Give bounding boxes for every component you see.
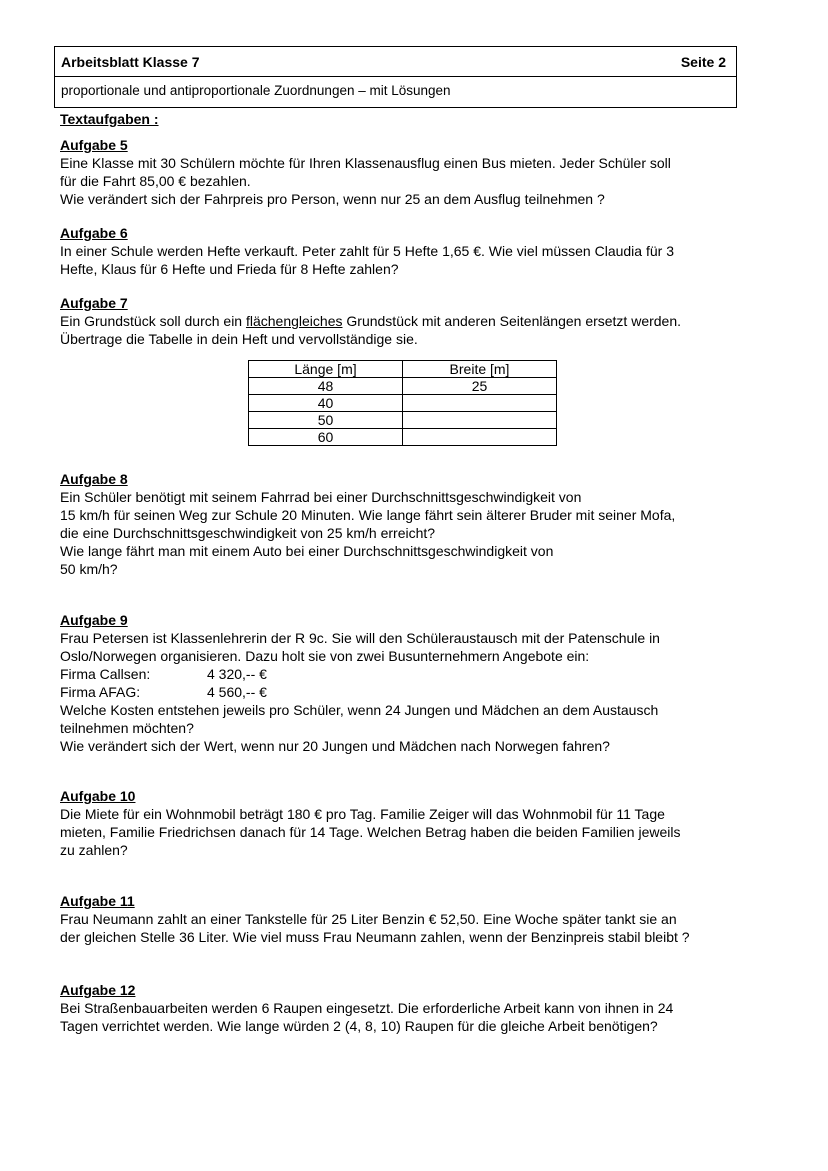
task-text: 15 km/h für seinen Weg zur Schule 20 Minuten. Wie lange fährt sein älterer Bruder mit seiner Mofa, [60, 507, 676, 523]
task-text-part: Grundstück mit anderen Seitenlängen ersetzt werden. [342, 313, 682, 329]
table-row [249, 412, 557, 429]
task-text: teilnehmen möchten? [60, 720, 194, 736]
task-text: In einer Schule werden Hefte verkauft. Peter zahlt für 5 Hefte 1,65 €. Wie viel müssen Claudia für 3 [60, 243, 674, 259]
section-title: Textaufgaben : [60, 111, 159, 127]
task-title: Aufgabe 5 [60, 137, 128, 153]
table-cell: 48 [249, 378, 403, 395]
header-row [55, 47, 736, 77]
length-width-table [248, 360, 557, 446]
worksheet-title: Arbeitsblatt Klasse 7 [61, 54, 200, 70]
task-text: die eine Durchschnittsgeschwindigkeit von 25 km/h erreicht? [60, 525, 436, 541]
task-8 [60, 471, 760, 578]
company-price: 4 560,-- € [207, 684, 267, 700]
page-label: Seite [680, 54, 715, 70]
worksheet-subtitle: proportionale und antiproportionale Zuordnungen – mit Lösungen [61, 83, 451, 98]
task-title: Aufgabe 6 [60, 225, 128, 241]
task-text: Die Miete für ein Wohnmobil beträgt 180 € pro Tag. Familie Zeiger will das Wohnmobil für 11 Tage [60, 806, 665, 822]
table-header-length: Länge [m] [249, 361, 403, 378]
task-title: Aufgabe 9 [60, 612, 128, 628]
company-name: Firma AFAG: [60, 684, 141, 700]
table-cell: 50 [249, 412, 403, 429]
offer-row [60, 665, 760, 683]
task-title: Aufgabe 10 [60, 788, 136, 804]
table-cell [403, 395, 557, 412]
task-text: Eine Klasse mit 30 Schülern möchte für Ihren Klassenausflug einen Bus mieten. Jeder Schüler soll [60, 155, 671, 171]
task-text: Hefte, Klaus für 6 Hefte und Frieda für 8 Hefte zahlen? [60, 261, 399, 277]
offer-row [60, 683, 760, 701]
task-title: Aufgabe 12 [60, 982, 136, 998]
table-header-row [249, 361, 557, 378]
task-text: Oslo/Norwegen organisieren. Dazu holt sie von zwei Busunternehmern Angebote ein: [60, 648, 590, 664]
table-cell [403, 429, 557, 446]
task-9 [60, 612, 760, 755]
task-text: mieten, Familie Friedrichsen danach für 14 Tage. Welchen Betrag haben die beiden Familien jeweils [60, 824, 681, 840]
task-text: der gleichen Stelle 36 Liter. Wie viel muss Frau Neumann zahlen, wenn der Benzinpreis stabil bleibt ? [60, 929, 690, 945]
underlined-term: flächengleiches [245, 313, 343, 329]
task-text: 50 km/h? [60, 561, 118, 577]
task-title: Aufgabe 7 [60, 295, 128, 311]
task-12 [60, 982, 760, 1035]
task-text: zu zahlen? [60, 842, 128, 858]
task-text: Wie verändert sich der Fahrpreis pro Person, wenn nur 25 an dem Ausflug teilnehmen ? [60, 191, 605, 207]
table-header-width: Breite [m] [403, 361, 557, 378]
company-price: 4 320,-- € [207, 666, 267, 682]
task-text: Übertrage die Tabelle in dein Heft und vervollständige sie. [60, 331, 418, 347]
table-cell: 25 [403, 378, 557, 395]
task-text: Tagen verrichtet werden. Wie lange würden 2 (4, 8, 10) Raupen für die gleiche Arbeit benötigen? [60, 1018, 658, 1034]
task-text: Welche Kosten entstehen jeweils pro Schüler, wenn 24 Jungen und Mädchen an dem Austausch [60, 702, 659, 718]
task-text-part: Ein Grundstück soll durch ein [60, 313, 246, 329]
header-box [54, 46, 737, 108]
page-indicator [681, 54, 726, 70]
task-text: Wie verändert sich der Wert, wenn nur 20 Jungen und Mädchen nach Norwegen fahren? [60, 738, 610, 754]
task-text: Frau Petersen ist Klassenlehrerin der R 9c. Sie will den Schüleraustausch mit der Patenschule in [60, 630, 660, 646]
task-text [60, 312, 760, 330]
table-row [249, 429, 557, 446]
task-5 [60, 137, 760, 208]
table-cell [403, 412, 557, 429]
task-11 [60, 893, 760, 946]
task-title: Aufgabe 8 [60, 471, 128, 487]
task-text: Ein Schüler benötigt mit seinem Fahrrad bei einer Durchschnittsgeschwindigkeit von [60, 489, 582, 505]
task-text: Bei Straßenbauarbeiten werden 6 Raupen eingesetzt. Die erforderliche Arbeit kann von ihnen in 24 [60, 1000, 674, 1016]
task-text: für die Fahrt 85,00 € bezahlen. [60, 173, 251, 189]
task-title: Aufgabe 11 [60, 893, 135, 909]
task-10 [60, 788, 760, 859]
task-text: Frau Neumann zahlt an einer Tankstelle für 25 Liter Benzin € 52,50. Eine Woche später tankt sie an [60, 911, 677, 927]
task-text: Wie lange fährt man mit einem Auto bei einer Durchschnittsgeschwindigkeit von [60, 543, 554, 559]
task-6 [60, 225, 760, 278]
task-7 [60, 295, 760, 348]
company-name: Firma Callsen: [60, 666, 151, 682]
page-number: 2 [718, 54, 726, 70]
table-cell: 60 [249, 429, 403, 446]
table-cell: 40 [249, 395, 403, 412]
table-row [249, 378, 557, 395]
table-row [249, 395, 557, 412]
